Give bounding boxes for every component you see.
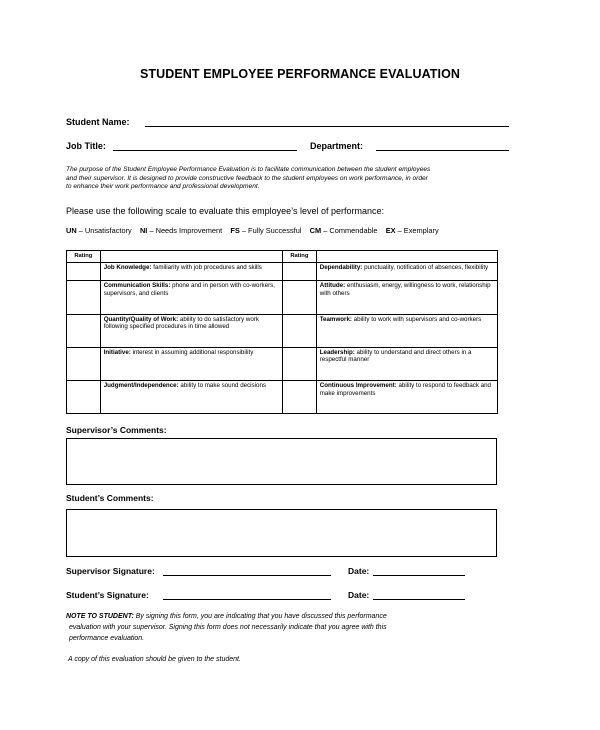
rating-cell[interactable] <box>67 380 101 413</box>
department-line[interactable] <box>376 150 509 151</box>
job-title-label: Job Title: <box>66 141 106 151</box>
scale-item: NI – Needs Improvement <box>139 226 223 235</box>
student-signature-label: Student’s Signature: <box>66 590 149 600</box>
note-line: evaluation with your supervisor. Signing this form does not necessarily indicate that you agree with this <box>69 624 387 631</box>
criterion-cell: Leadership: ability to understand and direct others in a respectful manner <box>316 347 497 380</box>
scale-item: UN – Unsatisfactory <box>66 226 132 235</box>
rating-header: Rating <box>67 251 101 263</box>
rating-cell[interactable] <box>67 347 101 380</box>
rating-cell[interactable] <box>67 314 101 347</box>
table-row <box>67 263 498 281</box>
job-title-line[interactable] <box>113 150 297 151</box>
note-to-student <box>66 611 536 644</box>
scale-item: CM – Commendable <box>309 226 378 235</box>
criterion-cell: Job Knowledge: familiarity with job procedures and skills <box>100 263 282 281</box>
rating-cell[interactable] <box>67 281 101 314</box>
table-row <box>67 281 498 314</box>
criterion-cell: Teamwork: ability to work with supervisors and co-workers <box>316 314 497 347</box>
copy-note: A copy of this evaluation should be given to the student. <box>68 656 241 663</box>
criterion-cell: Initiative: interest in assuming additional responsibility <box>100 347 282 380</box>
purpose-text <box>66 166 526 192</box>
criteria-header-blank <box>100 251 282 263</box>
criterion-cell: Communication Skills: phone and in person with co-workers, supervisors, and clients <box>100 281 282 314</box>
criteria-header-blank <box>316 251 497 263</box>
student-comments-box[interactable] <box>66 509 497 557</box>
rating-scale <box>66 226 439 235</box>
table-row <box>67 347 498 380</box>
rating-cell[interactable] <box>283 281 317 314</box>
rating-header: Rating <box>283 251 317 263</box>
note-line: By signing this form, you are indicating that you have discussed this performance <box>133 613 387 620</box>
supervisor-date-line[interactable] <box>373 575 465 576</box>
rating-cell[interactable] <box>283 263 317 281</box>
supervisor-comments-box[interactable] <box>66 438 497 485</box>
note-label: NOTE TO STUDENT: <box>66 613 134 620</box>
rating-cell[interactable] <box>67 263 101 281</box>
note-line: performance evaluation. <box>69 635 145 642</box>
rating-cell[interactable] <box>283 347 317 380</box>
purpose-line: and their supervisor. It is designed to provide constructive feedback to the student employees on work performance, in order <box>66 174 428 182</box>
scale-item: EX – Exemplary <box>385 226 439 235</box>
student-signature-line[interactable] <box>163 599 331 600</box>
scale-item: FS – Fully Successful <box>230 226 302 235</box>
student-name-label: Student Name: <box>66 117 130 127</box>
table-row <box>67 380 498 413</box>
criterion-cell: Continuous Improvement: ability to respond to feedback and make improvements <box>316 380 497 413</box>
supervisor-signature-label: Supervisor Signature: <box>66 566 155 576</box>
purpose-line: The purpose of the Student Employee Performance Evaluation is to facilitate communication between the student employees <box>66 166 431 173</box>
criterion-cell: Dependability: punctuality, notification of absences, flexibility <box>316 263 497 281</box>
criterion-cell: Attitude: enthusiasm, energy, willingness to work, relationship with others <box>316 281 497 314</box>
rating-cell[interactable] <box>283 314 317 347</box>
table-row <box>67 314 498 347</box>
scale-intro: Please use the following scale to evaluate this employee’s level of performance: <box>66 206 385 216</box>
criterion-cell: Judgment/Independence: ability to make sound decisions <box>100 380 282 413</box>
supervisor-signature-line[interactable] <box>163 575 331 576</box>
rating-table <box>66 250 498 414</box>
student-date-line[interactable] <box>373 599 465 600</box>
criterion-cell: Quantity/Quality of Work: ability to do satisfactory work following specified procedures in time allowed <box>100 314 282 347</box>
department-label: Department: <box>310 141 364 151</box>
student-date-label: Date: <box>348 590 370 600</box>
supervisor-date-label: Date: <box>348 566 370 576</box>
student-comments-label: Student’s Comments: <box>66 493 154 503</box>
student-name-line[interactable] <box>145 126 509 127</box>
purpose-line: to enhance their work performance and professional development. <box>66 183 260 191</box>
supervisor-comments-label: Supervisor’s Comments: <box>66 425 167 435</box>
table-header-row <box>67 251 498 263</box>
rating-cell[interactable] <box>283 380 317 413</box>
form-title: STUDENT EMPLOYEE PERFORMANCE EVALUATION <box>139 67 461 81</box>
